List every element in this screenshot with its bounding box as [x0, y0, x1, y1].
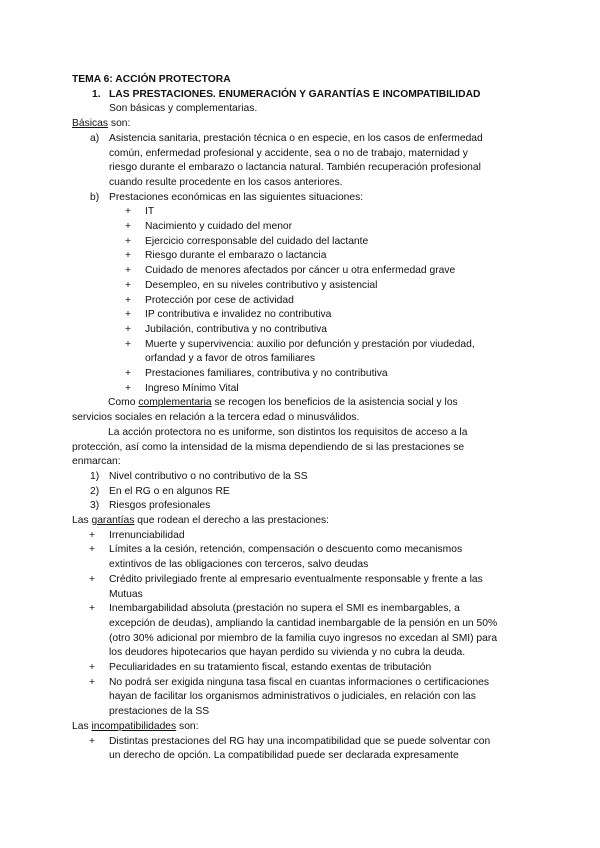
complementaria-paragraph [108, 396, 458, 411]
bullet-item-line: los deudores hipotecarios que hayan perdido su vivienda y no cubra la deuda. [109, 647, 466, 659]
bullet-marker: + [125, 368, 132, 379]
bullet-item-line: un derecho de opción. La compatibilidad puede ser declarada expresamente [109, 750, 459, 762]
basicas-label: Básicas [72, 118, 109, 130]
bullet-item-line: IT [145, 206, 155, 218]
incompatibilidades-label: incompatibilidades [91, 720, 177, 732]
item-b-intro: Prestaciones económicas en las siguientes situaciones: [109, 191, 364, 203]
item-a-line: común, enfermedad profesional y accidente, sea o no de trabajo, maternidad y [109, 147, 468, 159]
bullet-item-line: Ejercicio corresponsable del cuidado del lactante [145, 235, 369, 247]
complementaria-pre: Como [108, 397, 139, 409]
numbered-marker: 2) [90, 485, 100, 497]
bullet-item-line: orfandad y a favor de otros familiares [145, 353, 315, 365]
item-a-line: Asistencia sanitaria, prestación técnica o en especie, en los casos de enfermedad [109, 132, 483, 144]
bullet-item-line: Ingreso Mínimo Vital [145, 382, 239, 394]
bullet-item-line: Protección por cese de actividad [145, 294, 294, 306]
bullet-item-line: No podrá ser exigida ninguna tasa fiscal en cuantas informaciones o certificaciones [109, 676, 490, 688]
uniformidad-line: La acción protectora no es uniforme, son distintos los requisitos de acceso a la [108, 426, 468, 438]
bullet-item-line: prestaciones de la SS [109, 706, 210, 718]
bullet-marker: + [125, 323, 132, 335]
item-a-line: riesgo durante el embarazo o lactancia natural. También recuperación profesional [109, 162, 481, 174]
numbered-marker: 3) [90, 500, 100, 512]
bullet-item-line: Prestaciones familiares, contributiva y no contributiva [145, 368, 388, 379]
basicas-paragraph [72, 117, 130, 132]
section-intro: Son básicas y complementarias. [109, 103, 258, 115]
bullet-item-line: Jubilación, contributiva y no contributiva [145, 323, 328, 335]
bullet-item-line: excepción de deudas), ampliando la cantidad inembargable de la pensión en un 50% [109, 617, 498, 629]
bullet-item-line: Crédito privilegiado frente al empresario eventualmente responsable y frente a las [109, 573, 483, 585]
bullet-marker: + [125, 235, 132, 247]
document-title: TEMA 6: ACCIÓN PROTECTORA [72, 74, 231, 85]
numbered-item: En el RG o en algunos RE [109, 485, 230, 497]
bullet-marker: + [125, 221, 132, 232]
bullet-item-line: Mutuas [109, 588, 143, 600]
bullet-item-line: IP contributiva e invalidez no contributiva [145, 309, 332, 321]
uniformidad-line: protección, así como la intensidad de la misma dependiendo de si las prestaciones se [72, 441, 465, 453]
bullet-marker: + [89, 662, 96, 673]
bullet-item-line: Inembargabilidad absoluta (prestación no supera el SMI es inembargables, a [109, 603, 460, 615]
garantias-post: que rodean el derecho a las prestaciones: [134, 515, 330, 526]
bullet-marker: + [89, 676, 96, 688]
bullet-item-line: Peculiaridades en su tratamiento fiscal, estando exentas de tributación [109, 662, 432, 673]
incompatibilidades-pre: Las [72, 720, 92, 732]
bullet-item-line: extintivos de las obligaciones con terceros, salvo deudas [109, 559, 369, 571]
item-a-line: cuando resulte procedente en los casos anteriores. [109, 176, 343, 188]
complementaria-post: se recogen los beneficios de la asistencia social y los [211, 397, 458, 409]
bullet-item-line: Irrenunciabilidad [109, 529, 185, 541]
complementaria-label: complementaria [138, 397, 212, 409]
bullet-marker: + [89, 529, 96, 541]
bullet-item-line: Desempleo, en su niveles contributivo y asistencial [145, 279, 378, 291]
list-marker-b: b) [90, 191, 100, 203]
bullet-marker: + [125, 294, 132, 306]
garantias-paragraph [72, 514, 329, 529]
incompatibilidades-paragraph [72, 720, 199, 735]
bullet-marker: + [89, 573, 96, 585]
bullet-item-line: Límites a la cesión, retención, compensación o descuento como mecanismos [109, 544, 463, 556]
bullet-marker: + [125, 206, 132, 218]
uniformidad-line: enmarcan: [72, 456, 121, 468]
section-number: 1. [92, 88, 101, 100]
bullet-marker: + [125, 309, 132, 321]
bullet-marker: + [125, 279, 132, 291]
bullet-marker: + [89, 544, 96, 556]
bullet-marker: + [89, 603, 96, 615]
bullet-marker: + [89, 735, 96, 747]
numbered-item: Nivel contributivo o no contributivo de la SS [109, 470, 308, 482]
basicas-suffix: son: [108, 118, 131, 130]
bullet-item-line: Muerte y supervivencia: auxilio por defunción y prestación por viudedad, [145, 338, 475, 350]
section-heading: LAS PRESTACIONES. ENUMERACIÓN Y GARANTÍAS E INCOMPATIBILIDAD [109, 88, 481, 100]
bullet-item-line: Cuidado de menores afectados por cáncer u otra enfermedad grave [145, 265, 456, 277]
list-marker-a: a) [90, 132, 100, 144]
bullet-marker: + [125, 265, 132, 277]
numbered-item: Riesgos profesionales [109, 500, 211, 512]
complementaria-line: servicios sociales en relación a la tercera edad o minusválidos. [72, 412, 360, 424]
garantias-label: garantías [91, 515, 135, 526]
bullet-item-line: Riesgo durante el embarazo o lactancia [145, 250, 327, 262]
bullet-marker: + [125, 250, 132, 262]
bullet-item-line: (otro 30% adicional por miembro de la familia cuyo ingresos no excedan al SMI) para [109, 632, 498, 644]
incompatibilidades-post: son: [176, 720, 199, 732]
bullet-marker: + [125, 338, 132, 350]
bullet-item-line: Distintas prestaciones del RG hay una incompatibilidad que se puede solventar con [109, 735, 491, 747]
garantias-pre: Las [72, 515, 92, 526]
bullet-item-line: hayan de facilitar los organismos administrativos o judiciales, en relación con las [109, 691, 476, 703]
bullet-item-line: Nacimiento y cuidado del menor [145, 221, 293, 232]
numbered-marker: 1) [90, 470, 100, 482]
bullet-marker: + [125, 382, 132, 394]
